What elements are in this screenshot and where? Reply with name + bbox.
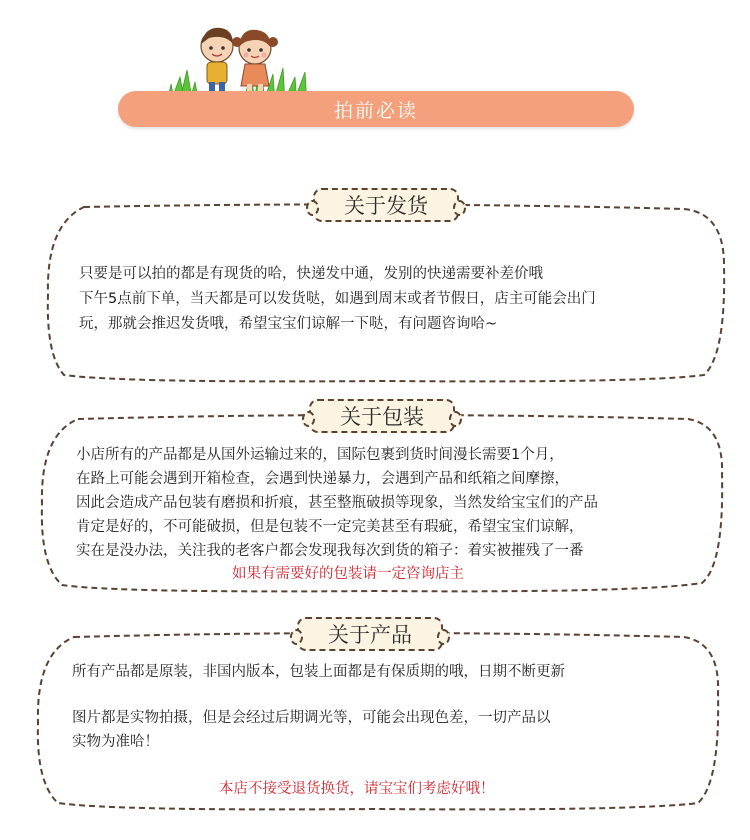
packaging-line-5: 实在是没办法，关注我的老客户都会发现我每次到货的箱子：着实被摧残了一番 bbox=[76, 543, 584, 559]
products-line-2: 图片都是实物拍摄，但是会经过后期调光等，可能会出现色差，一切产品以 bbox=[72, 710, 551, 726]
packaging-line-4: 肯定是好的，不可能破损，但是包装不一定完美甚至有瑕疵，希望宝宝们谅解， bbox=[76, 519, 584, 535]
products-line-3: 实物为准哈！ bbox=[72, 734, 159, 750]
shipping-line-1: 只要是可以拍的都是有现货的哈，快递发中通，发别的快递需要补差价哦 bbox=[79, 266, 543, 282]
shipping-section-title: 关于发货 bbox=[313, 188, 459, 222]
products-section-title: 关于产品 bbox=[297, 617, 443, 651]
page-title: 拍前必读 bbox=[333, 99, 418, 122]
products-line-1: 所有产品都是原装，非国内版本，包装上面都是有保质期的哦，日期不断更新 bbox=[72, 664, 565, 680]
packaging-section-title: 关于包装 bbox=[309, 399, 455, 433]
header-banner bbox=[118, 91, 634, 127]
packaging-line-1: 小店所有的产品都是从国外运输过来的，国际包裹到货时间漫长需要1个月， bbox=[76, 447, 564, 463]
packaging-notice: 如果有需要好的包装请一定咨询店主 bbox=[232, 566, 464, 582]
packaging-line-2: 在路上可能会遇到开箱检查，会遇到快递暴力，会遇到产品和纸箱之间摩擦， bbox=[76, 471, 569, 487]
shipping-line-3: 玩，那就会推迟发货哦，希望宝宝们谅解一下哒，有问题咨询哈~ bbox=[79, 316, 498, 332]
products-notice: 本店不接受退货换货，请宝宝们考虑好哦！ bbox=[219, 781, 495, 797]
shipping-line-2: 下午5点前下单，当天都是可以发货哒，如遇到周末或者节假日，店主可能会出门 bbox=[79, 291, 596, 307]
packaging-line-3: 因此会造成产品包装有磨损和折痕，甚至整瓶破损等现象，当然发给宝宝们的产品 bbox=[76, 495, 598, 511]
